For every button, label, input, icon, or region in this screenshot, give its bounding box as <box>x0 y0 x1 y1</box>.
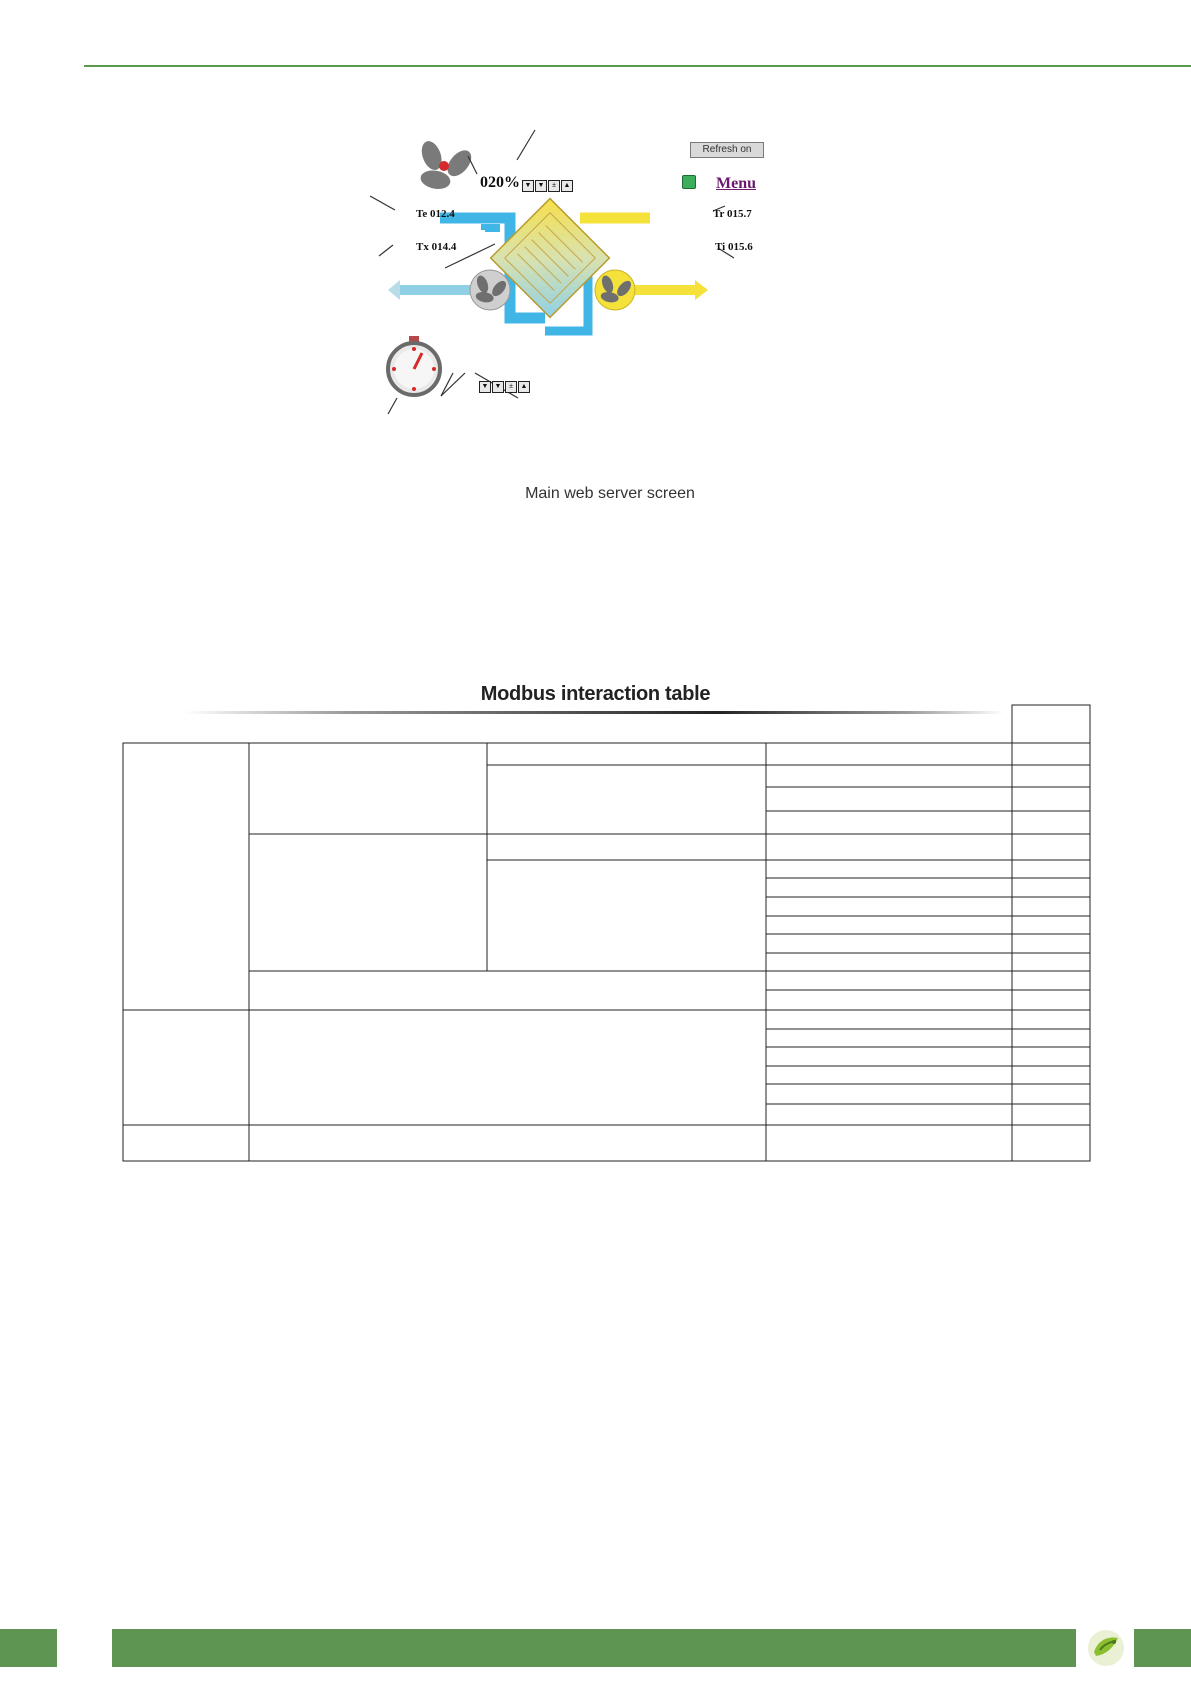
footer-bar-left <box>0 1629 57 1667</box>
unit-diagram <box>310 118 865 513</box>
header-rule <box>84 65 1191 67</box>
fan-speed-readout: 020% <box>480 174 520 191</box>
fan-speed-controls <box>522 180 573 192</box>
main-fan-icon <box>418 138 476 191</box>
web-server-screenshot <box>310 118 865 513</box>
refresh-button[interactable]: Refresh on <box>690 142 764 158</box>
tr-reading: Tr 015.7 <box>713 208 752 220</box>
ti-reading: Ti 015.6 <box>715 241 753 253</box>
timer-icon <box>388 336 440 395</box>
timer-controls <box>479 381 530 393</box>
table-title: Modbus interaction table <box>480 683 711 705</box>
speed-up-button[interactable]: ▲ <box>561 180 573 192</box>
timer-down-button[interactable]: ▼ <box>479 381 491 393</box>
timer-min-button[interactable]: ▼ <box>492 381 504 393</box>
timer-up-button[interactable]: ▲ <box>518 381 530 393</box>
leaf-bird-logo-icon <box>1086 1628 1126 1668</box>
figure-caption: Main web server screen <box>525 485 695 502</box>
timer-toggle-button[interactable]: ± <box>505 381 517 393</box>
supply-fan-icon <box>595 270 635 310</box>
menu-link[interactable]: Menu <box>716 175 756 192</box>
speed-down-button[interactable]: ▼ <box>522 180 534 192</box>
extract-fan-icon <box>470 270 510 310</box>
speed-min-button[interactable]: ▼ <box>535 180 547 192</box>
speed-toggle-button[interactable]: ± <box>548 180 560 192</box>
menu-icon[interactable] <box>682 175 696 189</box>
footer-bar <box>112 1629 1076 1667</box>
te-reading: Te 012.4 <box>416 208 455 220</box>
footer-bar-right <box>1134 1629 1191 1667</box>
tx-reading: Tx 014.4 <box>416 241 457 253</box>
title-rule <box>184 711 1004 714</box>
